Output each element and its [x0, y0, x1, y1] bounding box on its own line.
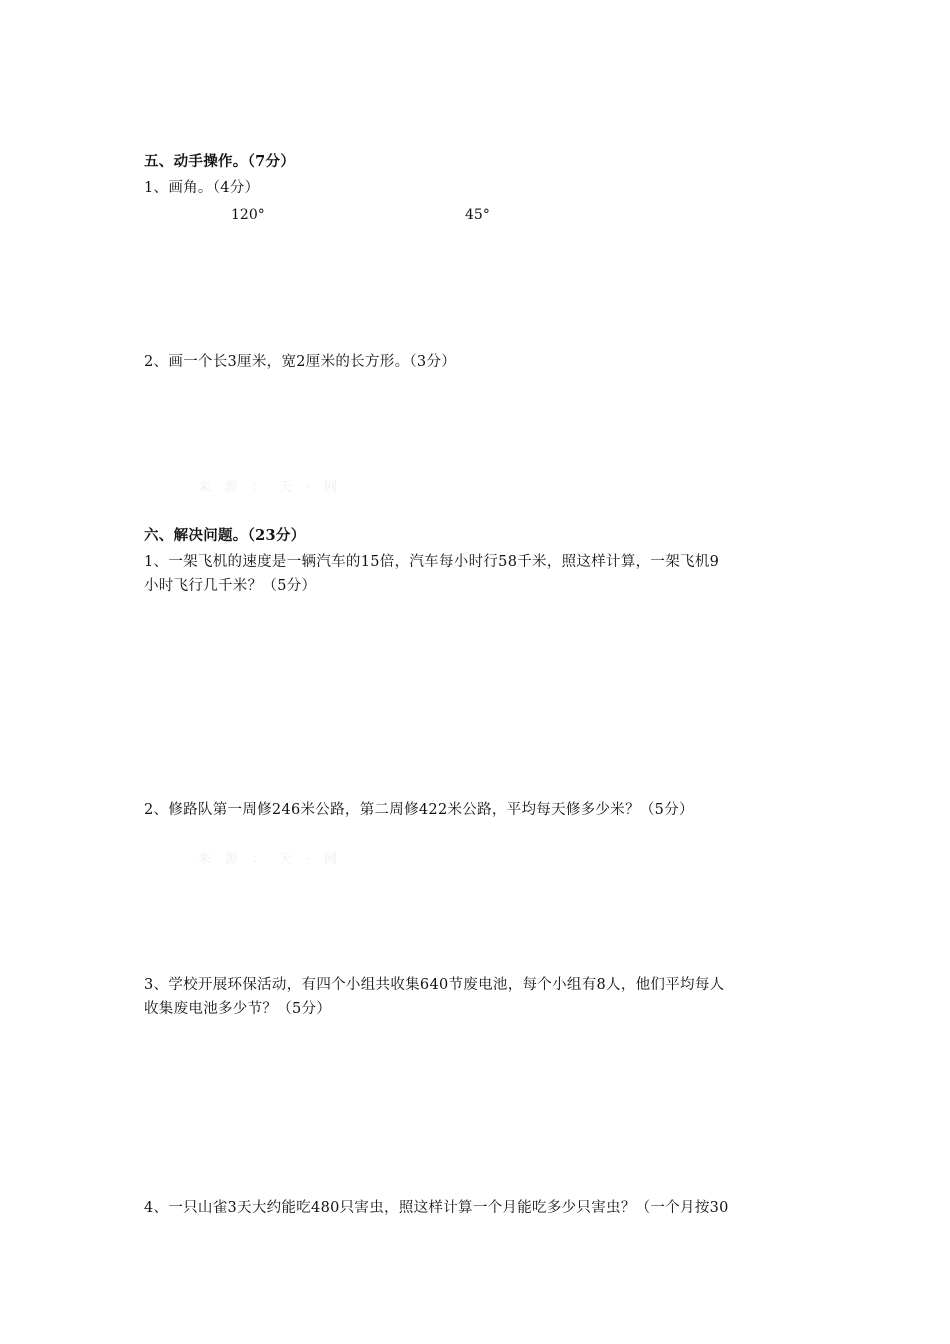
angle-label-45: 45° [465, 207, 490, 223]
question-draw-rectangle: 2、画一个长3厘米，宽2厘米的长方形。（3分） [144, 354, 457, 370]
question-batteries-line1: 3、学校开展环保活动，有四个小组共收集640节废电池，每个小组有8人，他们平均每人 [144, 977, 725, 993]
question-bird-pests-line1: 4、一只山雀3天大约能吃480只害虫，照这样计算一个月能吃多少只害虫？（一个月按30 [144, 1200, 729, 1216]
watermark-text: 来源：天·网 [198, 480, 352, 495]
section5-heading: 五、动手操作。（7分） [144, 153, 296, 170]
question-airplane-line1: 1、一架飞机的速度是一辆汽车的15倍，汽车每小时行58千米，照这样计算，一架飞机9 [144, 554, 720, 570]
watermark-text: 来源：天·网 [198, 852, 352, 867]
question-batteries-line2: 收集废电池多少节？（5分） [144, 1001, 332, 1017]
question-road-repair: 2、修路队第一周修246米公路，第二周修422米公路，平均每天修多少米？（5分） [144, 802, 694, 818]
section6-heading: 六、解决问题。（23分） [144, 527, 306, 544]
question-airplane-line2: 小时飞行几千米？（5分） [144, 578, 317, 594]
question-draw-angles: 1、画角。（4分） [144, 180, 260, 196]
angle-label-120: 120° [231, 207, 265, 223]
